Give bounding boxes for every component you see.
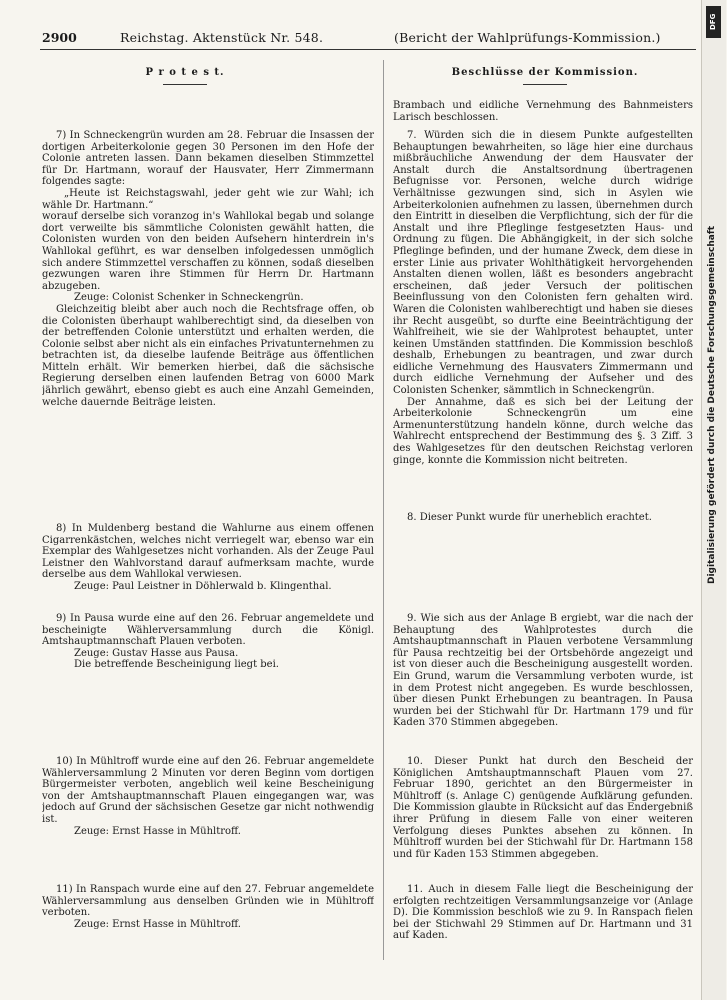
paragraph: 11) In Ranspach wurde eine auf den 27. Februar angemeldete Wählerversammlung aus denselben Gründen wie in Mühltroff verboten.	[42, 884, 374, 919]
protest-item-11	[42, 884, 374, 944]
page-number: 2900	[42, 30, 77, 45]
page-header	[42, 30, 692, 46]
paragraph: 8. Dieser Punkt wurde für unerheblich erachtet.	[407, 512, 652, 523]
paragraph: Brambach und eidliche Vernehmung des Bahnmeisters Larisch beschlossen.	[393, 100, 693, 123]
paragraph: 9) In Pausa wurde eine auf den 26. Februar angemeldete und bescheinigte Wählerversammlung durch die Königl. Amtshauptmannschaft Plauen verboten.	[42, 613, 374, 648]
witness-line: Zeuge: Colonist Schenker in Schneckengrün.	[74, 292, 304, 304]
paragraph: Der Annahme, daß es sich bei der Leitung der Arbeiterkolonie Schneckengrün um eine Armenunterstützung handeln könne, durch welche das Wahlrecht entsprechend der Bestimmung des §. 3 Ziff. 3 des Wahlgesetzes für den deutschen Reichstag verloren ginge, konnte die Kommission nicht beitreten.	[393, 396, 693, 466]
decision-item-10	[393, 756, 693, 874]
column-divider	[383, 60, 384, 960]
paragraph: 7) In Schneckengrün wurden am 28. Februar die Insassen der dortigen Arbeiterkolonie gegen 30 Personen im den Hofe der Colonie antreten lassen. Dann bekamen dieselben Stimmzettel für Dr. Hartmann, worauf der Hausvater, Herr Zimmermann folgendes sagte:	[42, 130, 374, 188]
decision-item-11	[393, 884, 693, 954]
attachment-note: Die betreffende Bescheinigung liegt bei.	[74, 659, 279, 671]
right-column-heading: Beschlüsse der Kommission.	[400, 67, 690, 85]
witness-line: Zeuge: Gustav Hasse aus Pausa.	[74, 647, 239, 659]
decision-item-8	[393, 512, 693, 526]
paragraph: 8) In Muldenberg bestand die Wahlurne aus einem offenen Cigarrenkästchen, welches nicht verriegelt war, ebenso war ein Exemplar des Wahlgesetzes nicht vorhanden. Als der Zeuge Paul Leistner den Wahlvorstand darauf aufmerksam machte, wurde derselbe aus dem Wahllokal verwiesen.	[42, 523, 374, 581]
quote: „Heute ist Reichstagswahl, jeder geht wie zur Wahl; ich wähle Dr. Hartmann.“	[42, 187, 374, 211]
paragraph: 10. Dieser Punkt hat durch den Bescheid der Königlichen Amtshauptmannschaft Plauen vom 27. Februar 1890, gerichtet an den Bürgermeister in Mühltroff (s. Anlage C) genügende Aufklärung gefunden. Die Kommission glaubte in Rücksicht auf das Endergebniß ihrer Prüfung in diesem Falle von einer weiteren Verfolgung dieses Punktes absehen zu können. In Mühltroff wurden bei der Stichwahl für Dr. Hartmann 158 und für Kaden 153 Stimmen abgegeben.	[393, 756, 693, 860]
dfg-logo: DFG	[706, 6, 721, 38]
witness-line: Zeuge: Ernst Hasse in Mühltroff.	[74, 825, 241, 837]
witness-line: Zeuge: Paul Leistner in Döhlerwald b. Klingenthal.	[74, 580, 332, 592]
sidebar	[701, 0, 726, 1000]
protest-item-10	[42, 756, 374, 850]
header-title: Reichstag. Aktenstück Nr. 548.	[120, 30, 324, 45]
witness-line: Zeuge: Ernst Hasse in Mühltroff.	[74, 918, 241, 930]
paragraph: 9. Wie sich aus der Anlage B ergiebt, war die nach der Behauptung des Wahlprotestes durch die Amtshauptmannschaft in Plauen verbotene Versammlung für Pausa rechtzeitig bei der Ortsbehörde angezeigt und ist von dieser auch die Bescheinigung ausgestellt worden. Ein Grund, warum die Versammlung verboten wurde, ist in dem Protest nicht angegeben. Es wurde beschlossen, über diesen Punkt Erhebungen zu beantragen. In Pausa wurden bei der Stichwahl für Dr. Hartmann 179 und für Kaden 370 Stimmen abgegeben.	[393, 613, 693, 729]
funding-note: Digitalisierung gefördert durch die Deutsche Forschungsgemeinschaft	[707, 225, 717, 584]
header-rule	[40, 49, 696, 50]
paragraph: 10) In Mühltroff wurde eine auf den 26. Februar angemeldete Wählerversammlung 2 Minuten vor deren Beginn vom dortigen Bürgermeister verboten, angeblich weil keine Bescheinigung von der Amtshauptmannschaft Plauen eingegangen war, was jedoch auf Grund der sächsischen Gesetze gar nicht nothwendig ist.	[42, 756, 374, 825]
left-column-heading: P r o t e s t.	[60, 67, 310, 85]
paragraph: Gleichzeitig bleibt aber auch noch die Rechtsfrage offen, ob die Colonisten überhaupt wahlberechtigt sind, da dieselben von der betreffenden Colonie unterstützt und erhalten werden, die Colonie selbst aber nicht als ein einfaches Privatunternehmen zu betrachten ist, da dieselbe laufende Beiträge aus öffentlichen Mitteln erhält. Wir bemerken hierbei, daß die sächsische Regierung derselben einen laufenden Betrag von 6000 Mark jährlich gewährt, ebenso giebt es auch eine Anzahl Gemeinden, welche dauernde Beiträge leisten.	[42, 303, 374, 408]
decision-item-9	[393, 613, 693, 743]
paragraph: 11. Auch in diesem Falle liegt die Bescheinigung der erfolgten rechtzeitigen Versammlungsanzeige vor (Anlage D). Die Kommission beschloß wie zu 9. In Ranspach fielen bei der Stichwahl 29 Stimmen auf Dr. Hartmann und 31 auf Kaden.	[393, 884, 693, 942]
paragraph: 7. Würden sich die in diesem Punkte aufgestellten Behauptungen bewahrheiten, so läge hier eine durchaus mißbräuchliche Anwendung der dem Hausvater der Anstalt durch die Anstaltsordnung übertragenen Befugnisse vor. Personen, welche durch widrige Verhältnisse gezwungen sind, sich in Asylen wie Arbeiterkolonien aufnehmen zu lassen, übernehmen durch den Eintritt in dieselben die Verpflichtung, sich der für die Anstalt und ihre Pfleglinge festgesetzten Haus- und Ordnung zu fügen. Die Abhängigkeit, in der sich solche Pfleglinge befinden, und der humane Zweck, dem diese in erster Linie aus privater Wohlthätigkeit hervorgehenden Anstalten dienen wollen, läßt es besonders angebracht erscheinen, daß jeder Versuch der politischen Beeinflussung von den Colonisten fern gehalten wird. Waren die Colonisten wahlberechtigt und haben sie dieses ihr Recht ausgeübt, so durfte eine Beeinträchtigung der Wahlfreiheit, wie sie der Wahlprotest behauptet, unter keinen Umständen stattfinden. Die Kommission beschloß deshalb, Erhebungen zu beantragen, und zwar durch eidliche Vernehmung des Hausvaters Zimmermann und durch eidliche Vernehmung der Aufseher und des Colonisten Schenker, sämmtlich in Schneckengrün.	[393, 130, 693, 397]
paragraph: worauf derselbe sich voranzog in's Wahllokal begab und solange dort verweilte bis sämmtliche Colonisten gewählt hatten, die Colonisten wurden von den beiden Aufsehern hinterdrein in's Wahllokal geführt, es war denselben infolgedessen unmöglich sich andere Stimmzettel verschaffen zu können, sodaß dieselben gezwungen waren ihre Stimmen für Herrn Dr. Hartmann abzugeben.	[42, 211, 374, 292]
decision-continuation	[393, 100, 693, 126]
decision-item-7	[393, 130, 693, 502]
protest-item-9	[42, 613, 374, 683]
protest-item-7	[42, 130, 374, 456]
protest-item-8	[42, 523, 374, 603]
header-subtitle: (Bericht der Wahlprüfungs-Kommission.)	[394, 30, 661, 45]
